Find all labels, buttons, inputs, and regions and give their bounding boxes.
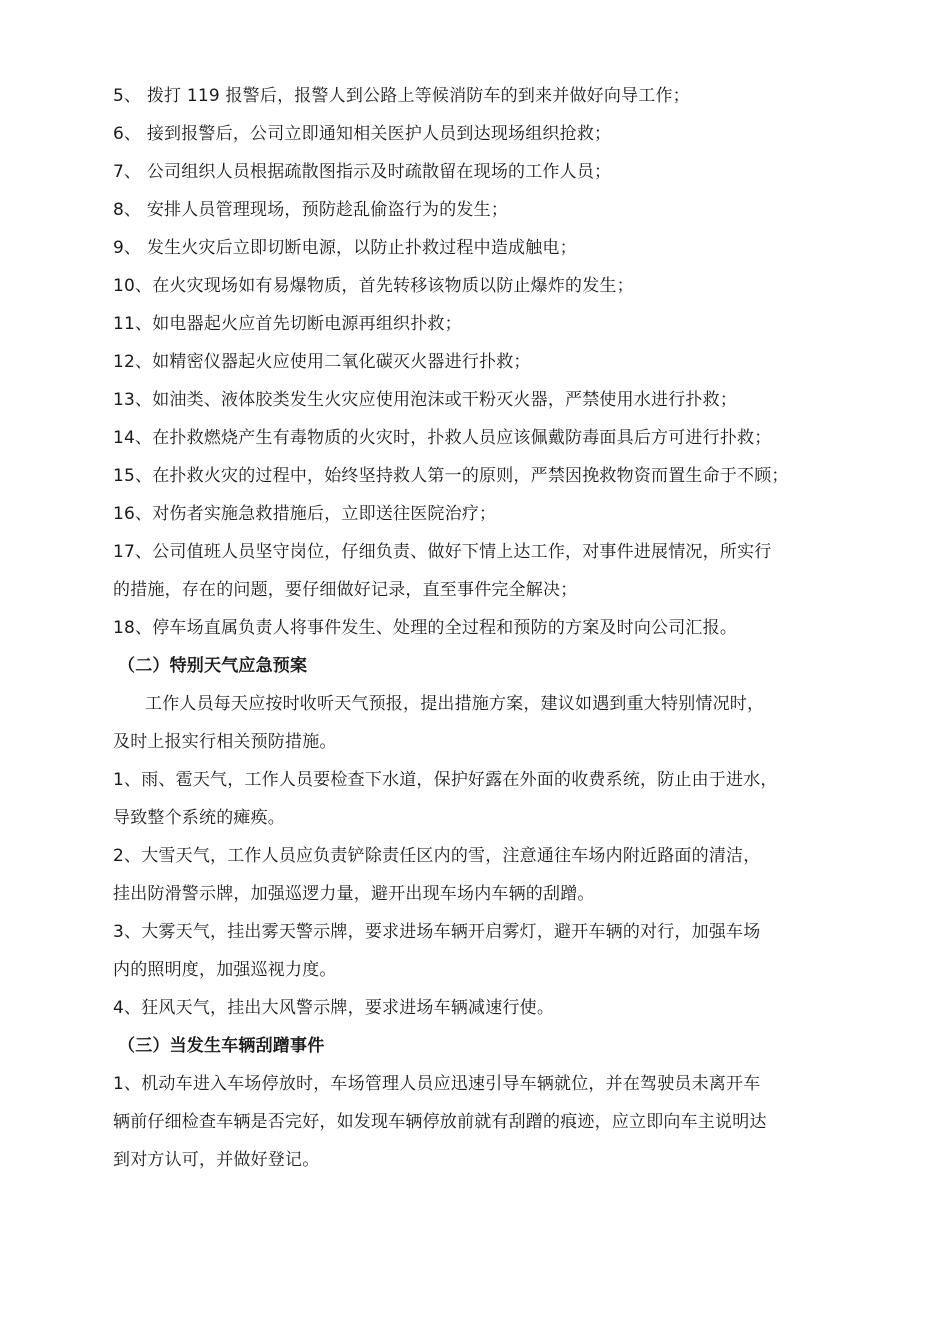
list-item-7: 7、 公司组织人员根据疏散图指示及时疏散留在现场的工作人员； <box>113 162 612 182</box>
list-item-18: 18、停车场直属负责人将事件发生、处理的全过程和预防的方案及时向公司汇报。 <box>113 618 738 638</box>
weather-item-3: 3、大雾天气，挂出雾天警示牌，要求进场车辆开启雾灯，避开车辆的对行，加强车场 <box>113 922 761 942</box>
weather-item-4: 4、狂风天气，挂出大风警示牌，要求进场车辆减速行使。 <box>113 998 555 1018</box>
list-item-10: 10、在火灾现场如有易爆物质，首先转移该物质以防止爆炸的发生； <box>113 276 634 296</box>
weather-item-2: 2、大雪天气，工作人员应负责铲除责任区内的雪，注意通往车场内附近路面的清洁， <box>113 846 761 866</box>
weather-item-3-cont: 内的照明度，加强巡视力度。 <box>113 960 337 980</box>
scratch-item-1-cont-2: 到对方认可，并做好登记。 <box>113 1150 320 1170</box>
list-item-5: 5、 拨打 119 报警后，报警人到公路上等候消防车的到来并做好向导工作； <box>113 86 690 106</box>
scratch-item-1-cont: 辆前仔细检查车辆是否完好，如发现车辆停放前就有刮蹭的痕迹，应立即向车主说明达 <box>113 1112 767 1132</box>
weather-item-1: 1、雨、雹天气，工作人员要检查下水道，保护好露在外面的收费系统，防止由于进水， <box>113 770 778 790</box>
list-item-9: 9、 发生火灾后立即切断电源，以防止扑救过程中造成触电； <box>113 238 577 258</box>
list-item-11: 11、如电器起火应首先切断电源再组织扑救； <box>113 314 462 334</box>
weather-item-1-cont: 导致整个系统的瘫痪。 <box>113 808 285 828</box>
paragraph-weather-intro-cont: 及时上报实行相关预防措施。 <box>113 732 337 752</box>
list-item-16: 16、对伤者实施急救措施后，立即送往医院治疗； <box>113 504 497 524</box>
list-item-17-cont: 的措施，存在的问题，要仔细做好记录，直至事件完全解决； <box>113 580 578 600</box>
list-item-12: 12、如精密仪器起火应使用二氧化碳灭火器进行扑救； <box>113 352 531 372</box>
list-item-6: 6、 接到报警后，公司立即通知相关医护人员到达现场组织抢救； <box>113 124 612 144</box>
weather-item-2-cont: 挂出防滑警示牌，加强巡逻力量，避开出现车场内车辆的刮蹭。 <box>113 884 595 904</box>
list-item-8: 8、 安排人员管理现场，预防趁乱偷盗行为的发生； <box>113 200 509 220</box>
section-heading-weather: （二）特别天气应急预案 <box>118 656 308 676</box>
list-item-14: 14、在扑救燃烧产生有毒物质的火灾时，扑救人员应该佩戴防毒面具后方可进行扑救； <box>113 428 772 448</box>
list-item-15: 15、在扑救火灾的过程中，始终坚持救人第一的原则，严禁因挽救物资而置生命于不顾； <box>113 466 789 486</box>
section-heading-scratch: （三）当发生车辆刮蹭事件 <box>118 1036 325 1056</box>
list-item-13: 13、如油类、液体胶类发生火灾应使用泡沫或干粉灭火器，严禁使用水进行扑救； <box>113 390 738 410</box>
scratch-item-1: 1、机动车进入车场停放时，车场管理人员应迅速引导车辆就位，并在驾驶员未离开车 <box>113 1074 761 1094</box>
list-item-17: 17、公司值班人员坚守岗位，仔细负责、做好下情上达工作，对事件进展情况，所实行 <box>113 542 772 562</box>
paragraph-weather-intro: 工作人员每天应按时收听天气预报，提出措施方案，建议如遇到重大特别情况时， <box>145 694 765 714</box>
